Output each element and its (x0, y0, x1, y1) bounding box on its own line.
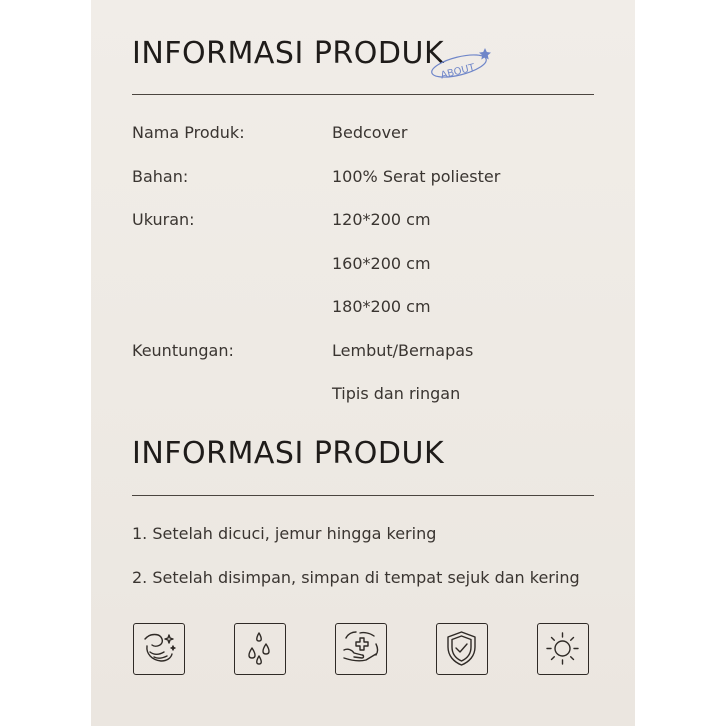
section-divider (132, 495, 594, 496)
value-size-1: 120*200 cm (332, 210, 431, 229)
value-size-3: 180*200 cm (332, 297, 431, 316)
care-instruction-2: 2. Setelah disimpan, simpan di tempat sejuk dan kering (132, 568, 580, 587)
section-title-product-info: INFORMASI PRODUK (132, 36, 445, 71)
soft-feather-icon (133, 623, 185, 675)
value-benefit-1: Lembut/Bernapas (332, 341, 474, 360)
care-instruction-1: 1. Setelah dicuci, jemur hingga kering (132, 524, 437, 543)
about-badge-text: ABOUT (439, 62, 477, 82)
value-product-name: Bedcover (332, 123, 408, 142)
value-size-2: 160*200 cm (332, 254, 431, 273)
value-benefit-2: Tipis dan ringan (332, 384, 461, 403)
product-info-card (91, 0, 635, 726)
section-divider (132, 94, 594, 95)
water-drops-icon (234, 623, 286, 675)
value-material: 100% Serat poliester (332, 167, 501, 186)
about-badge-icon (425, 40, 497, 84)
label-product-name: Nama Produk: (132, 123, 245, 142)
hygiene-cross-icon (335, 623, 387, 675)
label-benefits: Keuntungan: (132, 341, 234, 360)
shield-check-icon (436, 623, 488, 675)
label-size: Ukuran: (132, 210, 195, 229)
section-title-care-info: INFORMASI PRODUK (132, 436, 445, 471)
sun-icon (537, 623, 589, 675)
label-material: Bahan: (132, 167, 189, 186)
